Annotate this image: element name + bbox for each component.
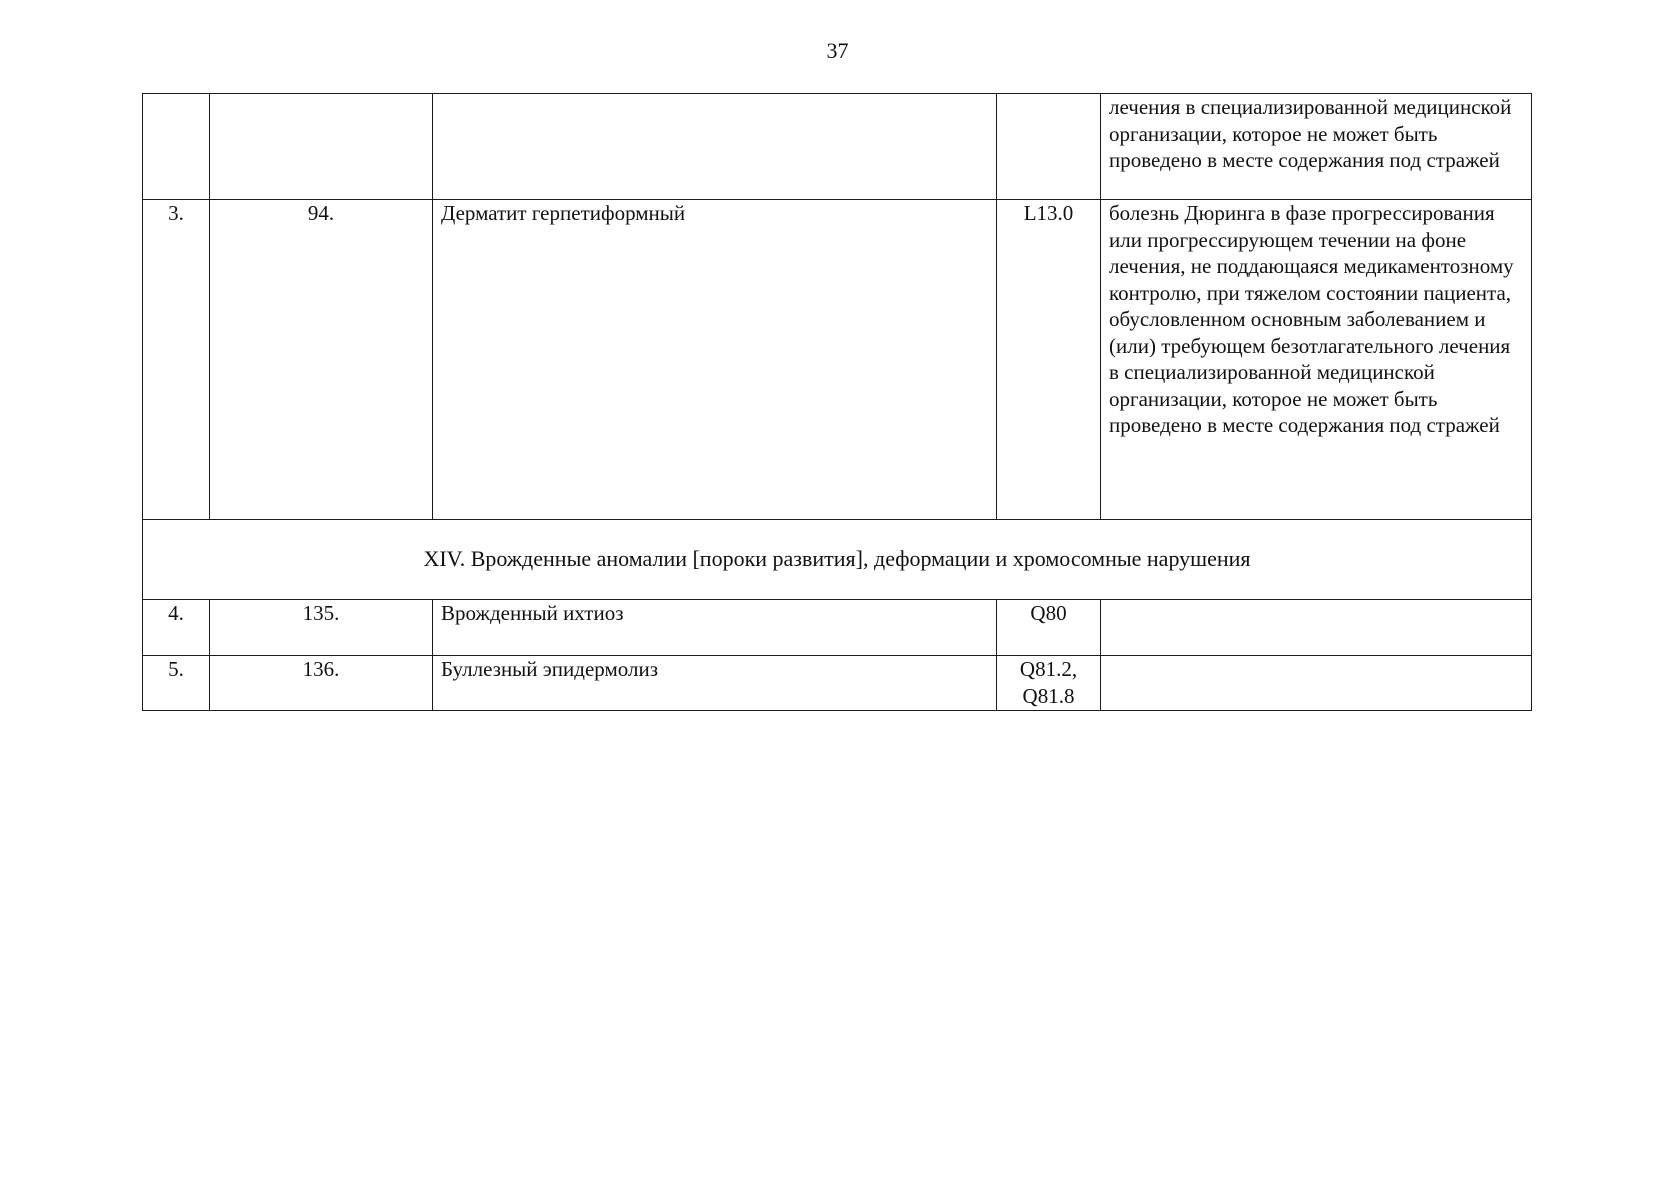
icd-code-cell: Q81.2, Q81.8	[997, 656, 1101, 711]
table-row	[143, 656, 1532, 711]
table-row	[143, 600, 1532, 656]
document-table	[142, 93, 1532, 711]
icd-code-cell: L13.0	[997, 200, 1101, 520]
criteria-cell	[1101, 600, 1532, 656]
icd-code-cell: Q80	[997, 600, 1101, 656]
criteria-cell	[1101, 656, 1532, 711]
criteria-cell: лечения в специализированной медицинской организации, которое не может быть проведено в месте содержания под стражей	[1101, 94, 1532, 200]
disease-name-cell	[433, 94, 997, 200]
row-number-cell: 3.	[143, 200, 210, 520]
item-number-cell: 94.	[210, 200, 433, 520]
disease-name-cell: Врожденный ихтиоз	[433, 600, 997, 656]
table-row	[143, 200, 1532, 520]
row-number-cell: 5.	[143, 656, 210, 711]
section-heading: XIV. Врожденные аномалии [пороки развития], деформации и хромосомные нарушения	[143, 520, 1532, 600]
item-number-cell: 136.	[210, 656, 433, 711]
item-number-cell: 135.	[210, 600, 433, 656]
item-number-cell	[210, 94, 433, 200]
section-heading-row	[143, 520, 1532, 600]
icd-code-cell	[997, 94, 1101, 200]
page-number: 37	[826, 38, 849, 63]
row-number-cell	[143, 94, 210, 200]
disease-name-cell: Буллезный эпидермолиз	[433, 656, 997, 711]
criteria-cell: болезнь Дюринга в фазе прогрессирования или прогрессирующем течении на фоне лечения, не поддающаяся медикаментозному контролю, при тяжелом состоянии пациента, обусловленном основным заболеванием и (или) требующем безотлагательного лечения в специализированной медицинской организации, которое не может быть проведено в месте содержания под стражей	[1101, 200, 1532, 520]
row-number-cell: 4.	[143, 600, 210, 656]
disease-name-cell: Дерматит герпетиформный	[433, 200, 997, 520]
table-row	[143, 94, 1532, 200]
